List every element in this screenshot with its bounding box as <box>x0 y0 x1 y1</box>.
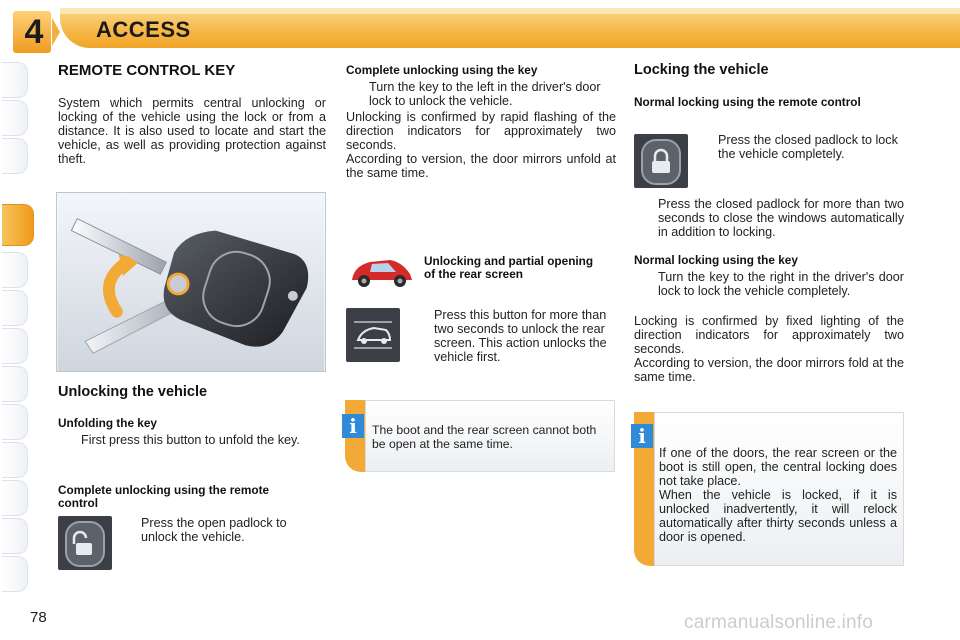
chapter-tab[interactable] <box>2 366 28 402</box>
bullet-text: Press the closed padlock for more than two seconds to close the windows automatically in addition to locking. <box>658 197 904 239</box>
intro-paragraph: System which permits central unlocking or locking of the vehicle using the lock or from a distance. It is also used to locate and start the vehicle, as well as providing protection against theft. <box>58 96 326 166</box>
chapter-tab[interactable] <box>2 138 28 174</box>
chapter-tab-strip <box>0 62 34 582</box>
subtitle-partial-opening: Unlocking and partial opening of the rear screen <box>424 254 594 281</box>
subtitle-complete-key: Complete unlocking using the key <box>346 63 538 77</box>
chapter-tab[interactable] <box>2 290 28 326</box>
section-title-locking: Locking the vehicle <box>634 62 769 78</box>
padlock-closed-icon <box>634 134 688 188</box>
section-title-unlocking: Unlocking the vehicle <box>58 384 208 400</box>
unlock-confirm-text: Unlocking is confirmed by rapid flashing of the direction indicators for approximately two seconds. <box>346 110 616 152</box>
padlock-open-icon <box>58 516 112 570</box>
chapter-tab[interactable] <box>2 480 28 516</box>
bullet-text: Press the open padlock to unlock the vehicle. <box>141 516 287 544</box>
chapter-number: 4 <box>24 12 44 51</box>
subtitle-normal-key: Normal locking using the key <box>634 253 798 267</box>
bullet-unfolding-key <box>58 433 326 447</box>
bullet-text: First press this button to unfold the key. <box>81 433 300 447</box>
lock-confirm-text: Locking is confirmed by fixed lighting of the direction indicators for approximately two seconds. <box>634 314 904 356</box>
bullet-turn-right <box>634 270 904 298</box>
info-text-central-locking-2: When the vehicle is locked, if it is unlocked inadvertently, it will relock automatically after thirty seconds unless a door is opened. <box>659 488 897 544</box>
chapter-tab[interactable] <box>2 62 28 98</box>
bullet-text: Turn the key to the left in the driver's door lock to unlock the vehicle. <box>369 80 601 108</box>
chapter-tab[interactable] <box>2 442 28 478</box>
bullet-complete-key <box>346 80 616 108</box>
bullet-text: Press the closed padlock to lock the vehicle completely. <box>718 133 898 161</box>
red-car-icon <box>346 252 416 292</box>
bullet-text: Turn the key to the right in the driver's door lock to lock the vehicle completely. <box>658 270 904 298</box>
info-icon: i <box>342 414 364 438</box>
chapter-tab[interactable] <box>2 100 28 136</box>
subtitle-normal-remote: Normal locking using the remote control <box>634 95 861 109</box>
bullet-partial-opening <box>410 308 616 364</box>
chapter-tab[interactable] <box>2 518 28 554</box>
bullet-closed-padlock <box>698 133 904 161</box>
section-title-remote-control-key: REMOTE CONTROL KEY <box>58 62 236 79</box>
chapter-tab[interactable] <box>2 328 28 364</box>
bullet-text: Press this button for more than two seconds to unlock the rear screen. This action unlocks the vehicle first. <box>434 308 607 364</box>
bullet-complete-remote <box>120 516 326 544</box>
chapter-tab[interactable] <box>2 556 28 592</box>
rear-screen-icon <box>346 308 400 362</box>
info-text-boot: The boot and the rear screen cannot both be open at the same time. <box>372 423 597 451</box>
bullet-more-than-two-seconds <box>634 197 904 239</box>
info-text-central-locking-1: If one of the doors, the rear screen or the boot is still open, the central locking does not take place. <box>659 446 897 488</box>
chapter-tab[interactable] <box>2 404 28 440</box>
chapter-tab[interactable] <box>2 252 28 288</box>
info-icon: i <box>631 424 653 448</box>
unlock-mirrors-text: According to version, the door mirrors unfold at the same time. <box>346 152 616 180</box>
page-header <box>0 0 960 52</box>
header-bar <box>60 8 960 48</box>
watermark: carmanualsonline.info <box>684 612 874 633</box>
lock-mirrors-text: According to version, the door mirrors fold at the same time. <box>634 356 904 384</box>
chapter-tab-active[interactable] <box>2 204 34 246</box>
page-number: 78 <box>30 609 47 626</box>
subtitle-complete-remote: Complete unlocking using the remote control <box>58 483 270 510</box>
subtitle-unfolding-key: Unfolding the key <box>58 416 157 430</box>
key-fob-icon <box>56 192 326 372</box>
page-title: ACCESS <box>96 17 191 42</box>
